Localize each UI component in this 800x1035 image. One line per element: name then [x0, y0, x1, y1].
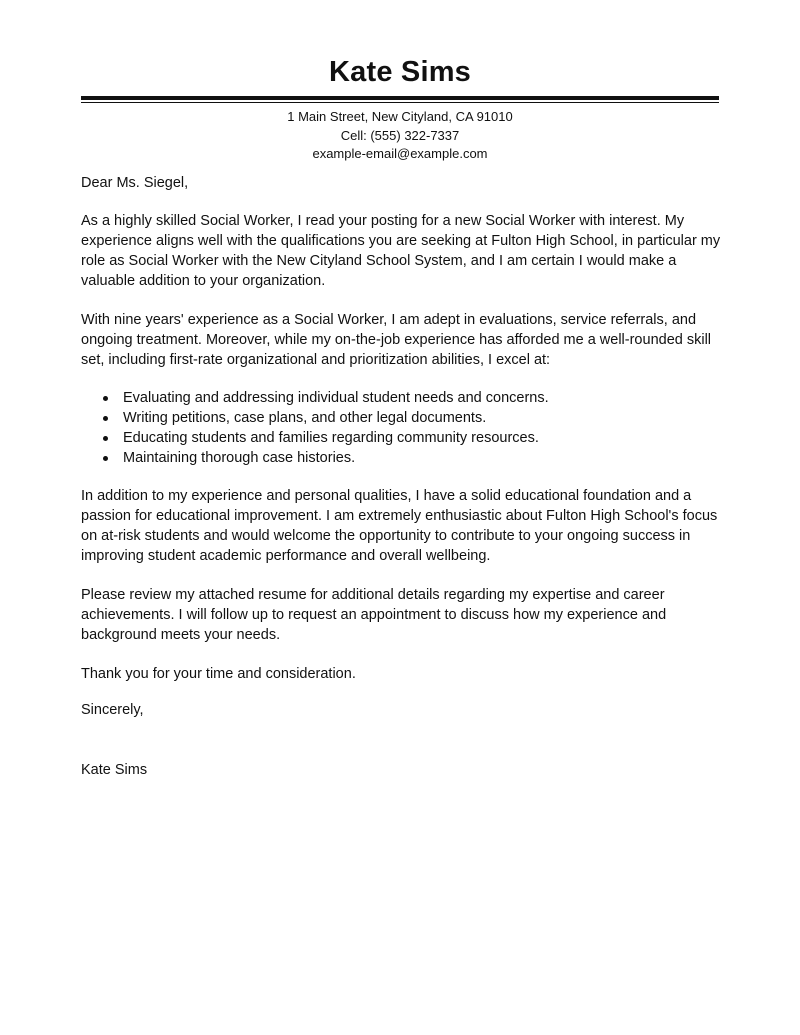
bullet-icon — [103, 436, 108, 441]
contact-address: 1 Main Street, New Cityland, CA 91010 — [287, 109, 513, 124]
paragraph-experience: With nine years' experience as a Social Worker, I am adept in evaluations, service referrals, and ongoing treatment. Moreover, while my on-the-job experience has afforded me a well-rounded skill set, including first-rate organizational and prioritization abilities, I excel at: — [81, 312, 712, 368]
paragraph-follow-up: Please review my attached resume for additional details regarding my expertise and career achievements. I will follow up to request an appointment to discuss how my experience and background meets your needs. — [81, 587, 667, 643]
bullet-icon — [103, 456, 108, 461]
skill-text: Writing petitions, case plans, and other legal documents. — [123, 410, 487, 426]
list-item — [81, 388, 731, 408]
paragraph-intro: As a highly skilled Social Worker, I read your posting for a new Social Worker with interest. My experience aligns well with the qualifications you are seeking at Fulton High School, in particular my role as Social Worker with the New Cityland School System, and I am certain I would make a valuable addition to your organization. — [81, 213, 721, 289]
skills-list — [81, 388, 731, 468]
bullet-icon — [103, 396, 108, 401]
header-divider-thin — [81, 102, 719, 103]
applicant-name: Kate Sims — [328, 56, 472, 88]
list-item — [81, 408, 731, 428]
closing-signoff: Sincerely, — [81, 702, 144, 718]
contact-cell: Cell: (555) 322-7337 — [340, 127, 460, 143]
salutation: Dear Ms. Siegel, — [81, 175, 189, 191]
bullet-icon — [103, 416, 108, 421]
contact-email: example-email@example.com — [312, 146, 488, 161]
paragraph-education: In addition to my experience and personal qualities, I have a solid educational foundation and a passion for educational improvement. I am extremely enthusiastic about Fulton High School's focus on at-risk students and would welcome the opportunity to contribute to your ongoing success in improving student academic performance and overall wellbeing. — [81, 488, 718, 564]
letter-body — [81, 173, 731, 799]
skill-text: Educating students and families regarding community resources. — [123, 430, 539, 446]
skill-text: Maintaining thorough case histories. — [123, 450, 356, 466]
skill-text: Evaluating and addressing individual student needs and concerns. — [123, 390, 549, 406]
signature-name: Kate Sims — [81, 762, 148, 778]
header-divider-thick — [81, 96, 719, 100]
list-item — [81, 448, 731, 468]
contact-block — [0, 108, 800, 164]
closing-thanks: Thank you for your time and consideration. — [81, 666, 356, 682]
list-item — [81, 428, 731, 448]
